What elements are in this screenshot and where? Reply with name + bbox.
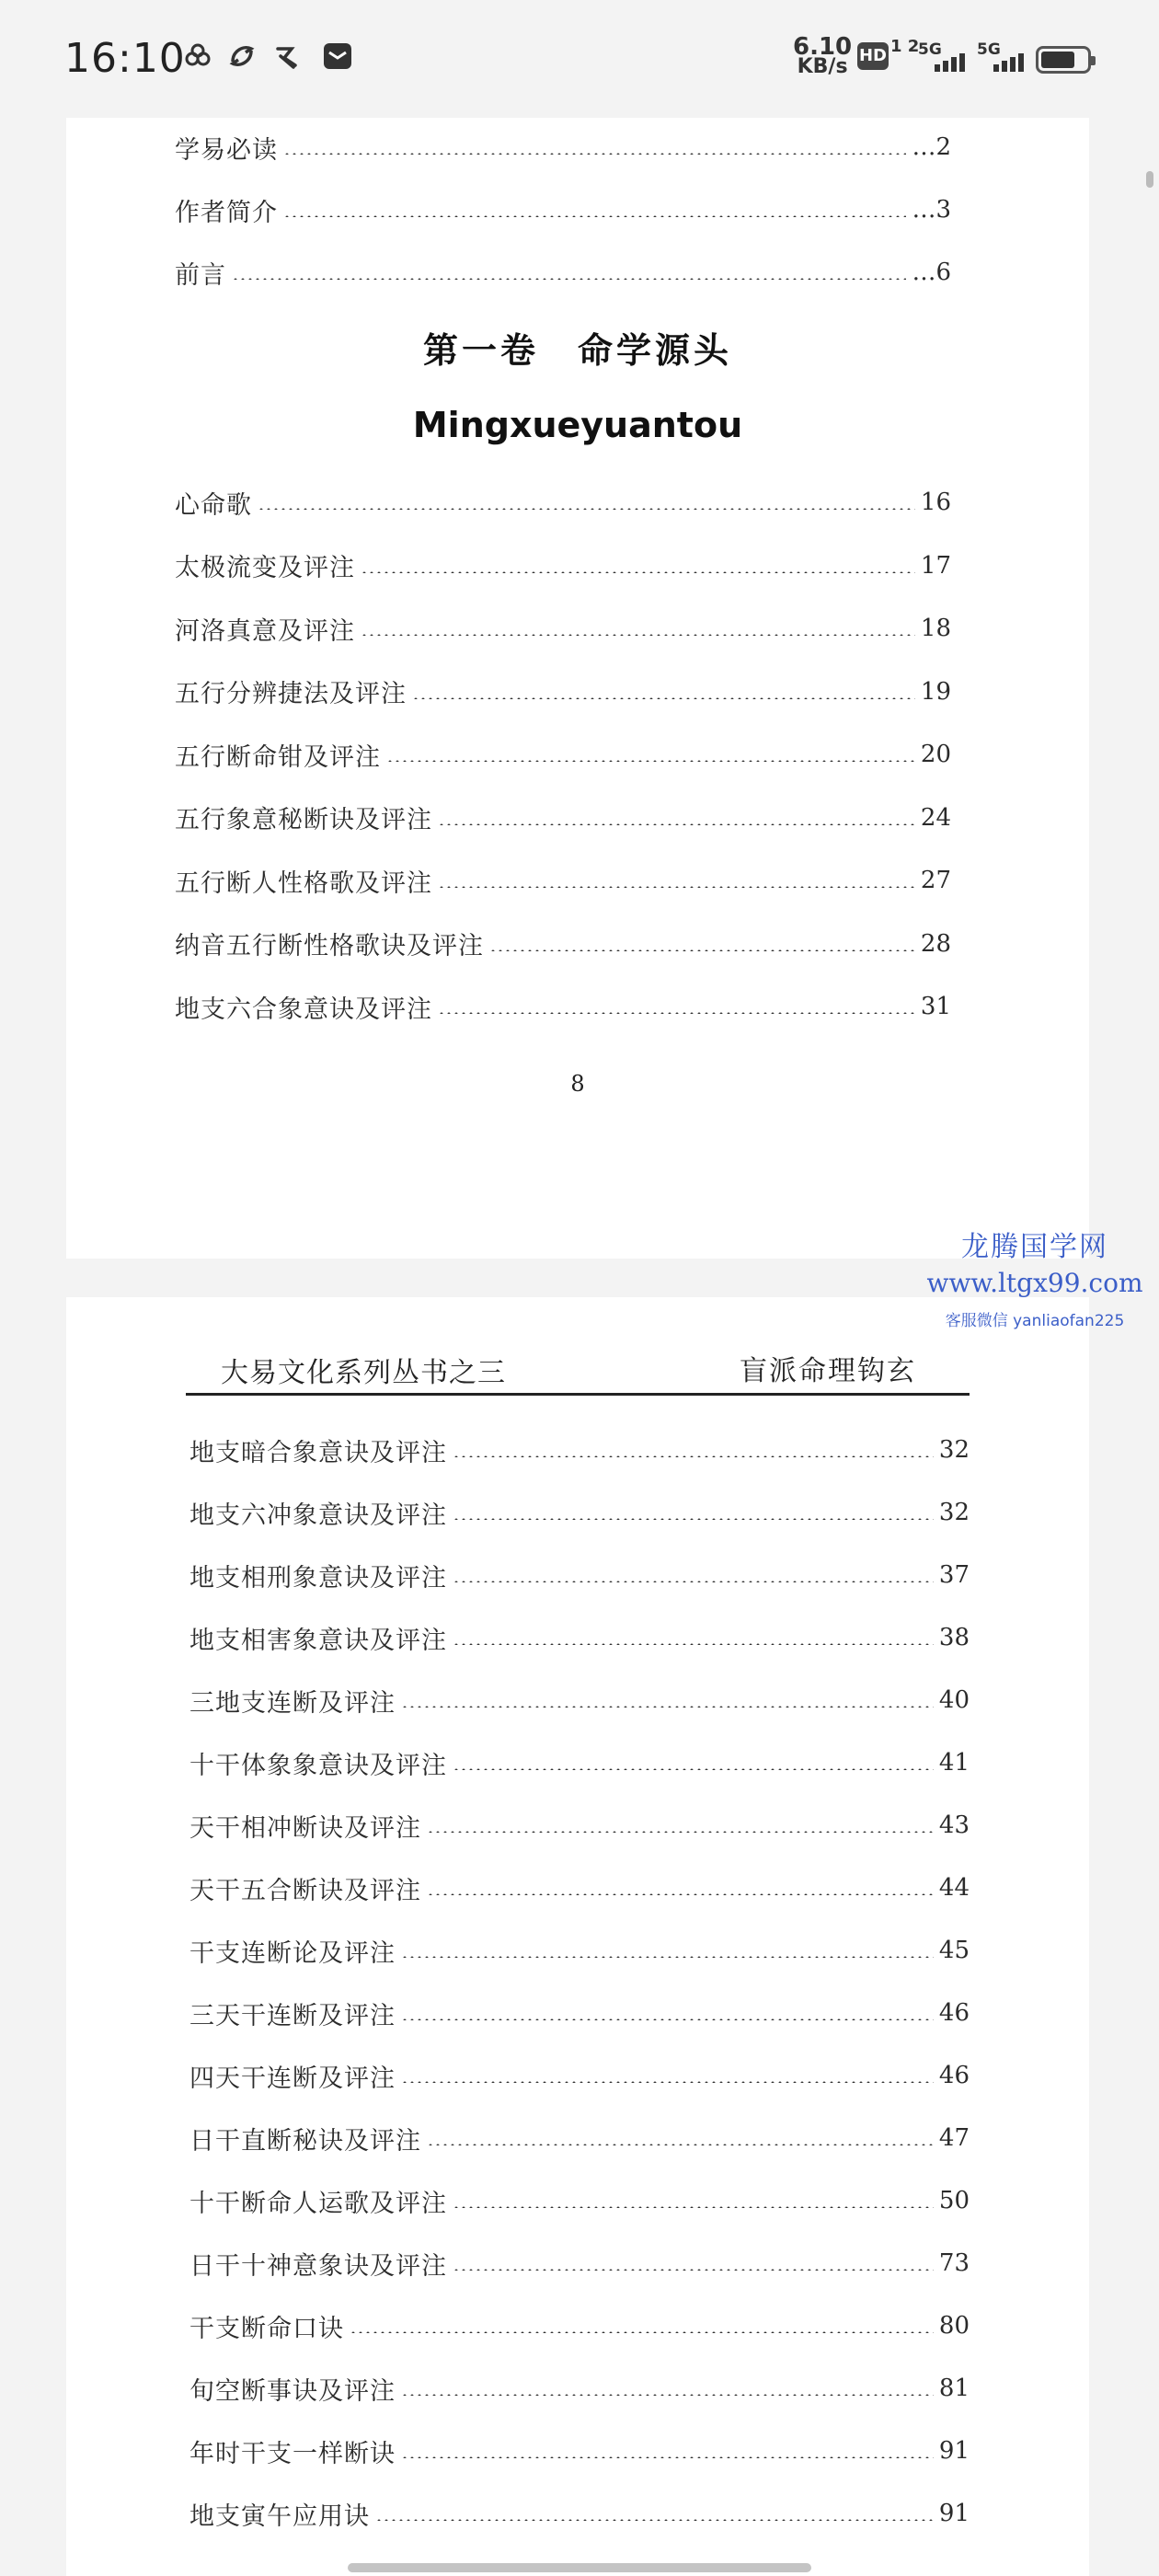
- toc-entry[interactable]: [189, 1862, 970, 1914]
- toc-leader-dots: [361, 571, 915, 573]
- toc-leader-dots: [258, 508, 915, 510]
- sync-icon: [226, 40, 258, 72]
- toc-entry[interactable]: [175, 855, 951, 906]
- toc-entry-page: 16: [920, 489, 951, 516]
- toc-leader-dots: [453, 1643, 934, 1645]
- toc-entry-page: 37: [938, 1561, 970, 1589]
- toc-entry-page: 80: [938, 2312, 970, 2340]
- toc-entry[interactable]: [175, 792, 951, 844]
- toc-entry[interactable]: [189, 1987, 970, 2039]
- toc-entry[interactable]: [189, 1424, 970, 1476]
- toc-entry[interactable]: [175, 247, 951, 298]
- toc-entry-title: 三天干连断及评注: [189, 2001, 396, 2030]
- toc-entry-page: 44: [938, 1874, 970, 1902]
- volume-subtitle: Mingxueyuantou: [412, 405, 743, 445]
- toc-entry-page: 46: [938, 2062, 970, 2089]
- toc-entry-title: 作者简介: [175, 198, 278, 227]
- signal-1-label: 5G: [918, 40, 942, 59]
- toc-entry-title: 地支六冲象意诀及评注: [189, 1501, 447, 1530]
- toc-entry-title: 天干相冲断诀及评注: [189, 1813, 421, 1843]
- toc-leader-dots: [232, 278, 906, 280]
- toc-entry-page: 91: [938, 2500, 970, 2527]
- chat-icon: [272, 40, 304, 72]
- toc-entry[interactable]: [175, 121, 951, 173]
- toc-entry-page: 38: [938, 1624, 970, 1651]
- toc-entry-title: 纳音五行断性格歌诀及评注: [175, 932, 484, 960]
- toc-leader-dots: [453, 1455, 934, 1457]
- watermark: [911, 1224, 1159, 1330]
- toc-entry-title: 日干直断秘诀及评注: [189, 2126, 421, 2156]
- toc-leader-dots: [401, 1706, 934, 1708]
- toc-leader-dots: [401, 1956, 934, 1958]
- toc-entry-page: 28: [920, 929, 951, 958]
- hd-sim-indicator: 1 2: [890, 37, 920, 56]
- document-page-1: [66, 118, 1089, 1259]
- toc-entry-page: 27: [920, 867, 951, 894]
- volume-title: 第一卷 命学源头: [422, 329, 732, 371]
- home-indicator[interactable]: [348, 2563, 811, 2572]
- toc-entry-page: 20: [920, 741, 951, 768]
- toc-entry-page: …3: [912, 196, 951, 224]
- toc-entry-title: 五行断人性格歌及评注: [175, 868, 432, 898]
- battery-icon: [1036, 46, 1091, 74]
- toc-leader-dots: [401, 2018, 934, 2020]
- toc-entry-page: 32: [938, 1499, 970, 1526]
- toc-entry-page: 24: [920, 803, 951, 832]
- toc-entry-title: 旬空断事诀及评注: [189, 2376, 396, 2406]
- toc-entry-title: 前言: [175, 260, 226, 290]
- toc-leader-dots: [412, 697, 915, 699]
- book-title-header: 盲派命理钩玄: [740, 1355, 916, 1387]
- toc-entry[interactable]: [189, 1487, 970, 1538]
- toc-leader-dots: [453, 2269, 934, 2271]
- toc-entry[interactable]: [189, 2300, 970, 2352]
- toc-entry-page: 32: [938, 1436, 970, 1464]
- toc-entry-page: 19: [920, 677, 951, 706]
- toc-entry[interactable]: [189, 1925, 970, 1976]
- toc-entry-page: 45: [938, 1937, 970, 1964]
- toc-entry-page: 43: [938, 1811, 970, 1839]
- toc-leader-dots: [427, 2144, 934, 2145]
- toc-leader-dots: [438, 823, 915, 825]
- network-speed-unit: KB/s: [797, 55, 848, 78]
- toc-entry[interactable]: [189, 2175, 970, 2226]
- toc-entry-title: 地支寅午应用诀: [189, 2501, 370, 2531]
- toc-entry-page: 31: [920, 993, 951, 1020]
- toc-entry-title: 三地支连断及评注: [189, 1688, 396, 1718]
- toc-entry[interactable]: [189, 2425, 970, 2477]
- status-bar: [0, 0, 1159, 118]
- toc-entry[interactable]: [175, 477, 951, 528]
- toc-entry-title: 地支相害象意诀及评注: [189, 1626, 447, 1655]
- toc-leader-dots: [453, 1518, 934, 1520]
- toc-leader-dots: [401, 2456, 934, 2458]
- toc-leader-dots: [283, 215, 906, 217]
- toc-leader-dots: [386, 760, 915, 762]
- toc-leader-dots: [401, 2394, 934, 2396]
- toc-entry-page: 41: [938, 1749, 970, 1777]
- signal-2-label: 5G: [977, 40, 1001, 59]
- toc-entry-page: 47: [938, 2124, 970, 2152]
- toc-entry[interactable]: [175, 603, 951, 654]
- toc-entry-title: 日干十神意象诀及评注: [189, 2251, 447, 2281]
- toc-entry-page: 73: [938, 2249, 970, 2277]
- toc-entry-title: 干支连断论及评注: [189, 1938, 396, 1968]
- toc-entry-page: 46: [938, 1999, 970, 2027]
- toc-entry[interactable]: [175, 184, 951, 236]
- toc-entry[interactable]: [189, 2237, 970, 2289]
- toc-entry-title: 五行断命钳及评注: [175, 742, 381, 772]
- watermark-title: 龙腾国学网: [961, 1231, 1108, 1263]
- message-icon: [322, 40, 353, 72]
- toc-leader-dots: [438, 886, 915, 888]
- toc-leader-dots: [375, 2519, 934, 2521]
- toc-entry[interactable]: [175, 540, 951, 592]
- toc-entry[interactable]: [175, 666, 951, 718]
- toc-entry-page: 17: [920, 551, 951, 580]
- document-page-2: [66, 1297, 1089, 2576]
- watermark-contact: 客服微信 yanliaofan225: [945, 1312, 1125, 1330]
- toc-leader-dots: [283, 153, 906, 155]
- toc-entry-page: 40: [938, 1686, 970, 1714]
- page-number: 8: [570, 1071, 585, 1097]
- toc-entry[interactable]: [189, 2488, 970, 2539]
- toc-entry-title: 学易必读: [175, 135, 278, 165]
- network-speed-value: 6.10: [793, 33, 853, 61]
- toc-entry-page: 18: [920, 615, 951, 642]
- toc-leader-dots: [453, 1768, 934, 1770]
- toc-leader-dots: [489, 949, 915, 951]
- toc-entry-title: 太极流变及评注: [175, 554, 355, 582]
- toc-entry[interactable]: [175, 729, 951, 780]
- watermark-url: www.ltgx99.com: [926, 1268, 1143, 1298]
- toc-leader-dots: [453, 1581, 934, 1582]
- toc-leader-dots: [350, 2331, 934, 2333]
- toc-entry[interactable]: [189, 2112, 970, 2164]
- scrollbar-thumb[interactable]: [1146, 171, 1153, 188]
- hd-badge: HD: [857, 42, 889, 70]
- toc-entry-page: 50: [938, 2187, 970, 2214]
- toc-entry-title: 地支六合象意诀及评注: [175, 995, 432, 1024]
- toc-entry-title: 年时干支一样断诀: [189, 2439, 396, 2468]
- network-speed: [793, 33, 853, 78]
- toc-entry-title: 河洛真意及评注: [175, 616, 355, 646]
- toc-entry[interactable]: [189, 2363, 970, 2414]
- toc-entry-title: 心命歌: [175, 490, 252, 520]
- toc-leader-dots: [401, 2081, 934, 2083]
- toc-leader-dots: [361, 634, 915, 636]
- toc-leader-dots: [438, 1012, 915, 1014]
- toc-entry[interactable]: [189, 1549, 970, 1601]
- toc-entry-title: 十干断命人运歌及评注: [189, 2189, 447, 2218]
- header-divider: [186, 1393, 970, 1396]
- toc-entry-title: 五行分辨捷法及评注: [175, 680, 407, 708]
- series-header: 大易文化系列丛书之三: [221, 1357, 506, 1389]
- signal-1-icon: [918, 40, 970, 75]
- toc-entry[interactable]: [189, 2050, 970, 2101]
- toc-entry-title: 天干五合断诀及评注: [189, 1876, 421, 1905]
- toc-entry-page: 91: [938, 2437, 970, 2465]
- signal-2-icon: [977, 40, 1028, 75]
- toc-entry-page: …6: [912, 259, 951, 286]
- toc-entry[interactable]: [189, 1800, 970, 1851]
- link-icon: [182, 40, 213, 72]
- toc-entry-title: 四天干连断及评注: [189, 2064, 396, 2093]
- toc-leader-dots: [427, 1831, 934, 1833]
- toc-entry[interactable]: [175, 918, 951, 970]
- toc-entry[interactable]: [175, 981, 951, 1032]
- toc-entry-title: 五行象意秘断诀及评注: [175, 806, 432, 834]
- toc-entry-page: 81: [938, 2375, 970, 2402]
- toc-entry-title: 干支断命口诀: [189, 2314, 344, 2343]
- toc-entry-title: 地支暗合象意诀及评注: [189, 1438, 447, 1467]
- toc-entry[interactable]: [189, 1612, 970, 1663]
- toc-entry-page: …2: [912, 133, 951, 161]
- toc-leader-dots: [427, 1893, 934, 1895]
- toc-entry-title: 地支相刑象意诀及评注: [189, 1563, 447, 1593]
- toc-leader-dots: [453, 2206, 934, 2208]
- toc-entry[interactable]: [189, 1674, 970, 1726]
- toc-entry-title: 十干体象象意诀及评注: [189, 1751, 447, 1780]
- clock: 16:10: [64, 35, 186, 82]
- toc-entry[interactable]: [189, 1737, 970, 1788]
